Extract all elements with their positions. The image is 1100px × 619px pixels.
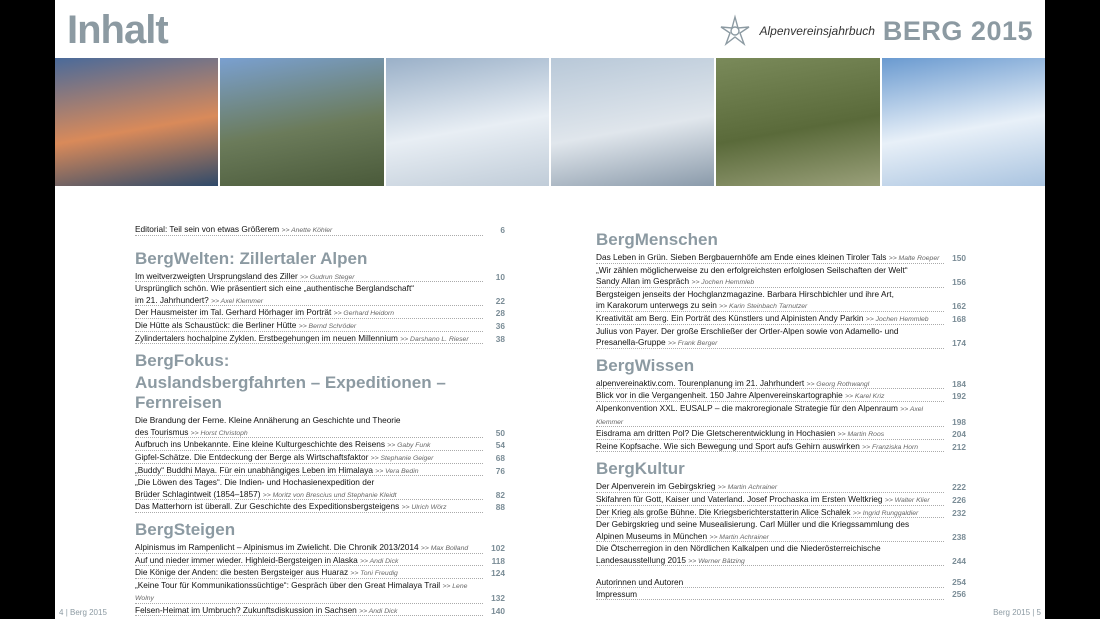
toc-entry	[135, 452, 505, 465]
entry-page: 36	[495, 320, 505, 331]
entry-author: >> Gaby Funk	[387, 442, 431, 450]
toc-entry	[135, 271, 505, 284]
dotted-leader	[596, 492, 944, 493]
entry-page: 88	[495, 502, 505, 513]
entry-author: >> Jochen Hemmleb	[865, 315, 929, 323]
toc-entry	[596, 313, 966, 326]
entry-page: 118	[491, 555, 505, 566]
entry-author: >> Axel Klemmer	[596, 405, 924, 426]
entry-title: alpenvereinaktiv.com. Tourenplanung im 21. Jahrhundert	[596, 377, 805, 388]
entry-page: 254	[952, 577, 966, 588]
entry-title: Die Könige der Anden: die besten Bergsteiger aus Huaraz	[135, 567, 349, 578]
entry-page: 244	[952, 555, 966, 566]
toc-entry	[135, 489, 505, 502]
dotted-leader	[135, 603, 483, 604]
toc-entry	[596, 494, 966, 507]
entry-author: >> Ulrich Wörz	[401, 504, 447, 512]
dotted-leader	[596, 263, 944, 264]
footer-left	[59, 608, 107, 617]
entry-page: 174	[952, 338, 966, 349]
toc-entry	[135, 501, 505, 514]
entry-page: 102	[491, 542, 505, 553]
dotted-leader	[596, 451, 944, 452]
entry-title: Kreativität am Berg. Ein Porträt des Künstlers und Alpinisten Andy Parkin	[596, 312, 864, 323]
photo-snow-peaks	[882, 58, 1045, 186]
entry-title: Reine Kopfsache. Wie sich Bewegung und Sport aufs Gehirn auswirken	[596, 440, 860, 451]
entry-page: 192	[952, 391, 966, 402]
entry-page: 256	[952, 589, 966, 600]
entry-author: >> Franziska Horn	[862, 443, 919, 451]
entry-page: 6	[500, 225, 505, 235]
entry-page: 204	[952, 429, 966, 440]
toc-entry	[596, 403, 966, 428]
entry-author: >> Lene Wolny	[135, 582, 468, 603]
entry-page: 22	[495, 295, 505, 306]
toc-entry	[596, 326, 966, 338]
entry-page: 168	[952, 313, 966, 324]
entry-title: Julius von Payer. Der große Erschließer der Ortler-Alpen sowie von Adamello- und	[596, 325, 899, 336]
section-title: BergWissen	[596, 355, 695, 375]
entry-title: Die Hütte als Schaustück: die Berliner Hütte	[135, 319, 297, 330]
dotted-leader	[596, 439, 944, 440]
dotted-leader	[596, 348, 944, 349]
toc-entry	[596, 555, 966, 568]
photo-strip	[55, 58, 1045, 186]
toc-left-column	[135, 224, 505, 617]
entry-author: >> Axel Klemmer	[211, 297, 263, 305]
entry-author: >> Werner Bätzing	[688, 557, 745, 565]
dotted-leader	[135, 318, 483, 319]
entry-page: 232	[952, 507, 966, 518]
entry-title: Landesausstellung 2015	[596, 554, 686, 565]
toc-entry	[135, 580, 505, 605]
entry-page: 82	[495, 489, 505, 500]
toc-entry	[596, 300, 966, 313]
brand-subtitle: Alpenvereinsjahrbuch	[759, 24, 875, 38]
entry-page: 28	[495, 308, 505, 319]
dotted-leader	[135, 475, 483, 476]
footer-left-label: | Berg 2015	[65, 608, 107, 617]
toc-entry	[596, 378, 966, 391]
entry-author: >> Frank Berger	[667, 340, 718, 348]
toc-entry	[135, 307, 505, 320]
dotted-leader	[135, 343, 483, 344]
photo-stone-hut-mountains	[220, 58, 383, 186]
entry-title: Skifahren für Gott, Kaiser und Vaterland. Josef Prochaska im Ersten Weltkrieg	[596, 493, 883, 504]
entry-page: 222	[952, 482, 966, 493]
toc-entry	[135, 555, 505, 568]
dotted-leader	[135, 565, 483, 566]
entry-page: 132	[491, 593, 505, 604]
dotted-leader	[596, 505, 944, 506]
book-spread	[55, 0, 1045, 619]
entry-author: >> Malte Roeper	[888, 255, 940, 262]
brand-header	[718, 14, 1033, 48]
entry-title: Alpinen Museums in München	[596, 530, 708, 541]
entry-title: Autorinnen und Autoren	[596, 577, 684, 588]
dotted-leader	[135, 331, 483, 332]
toc-entry	[596, 276, 966, 289]
section-title: BergMenschen	[596, 230, 718, 249]
entry-title: im 21. Jahrhundert?	[135, 294, 209, 305]
toc-entry	[596, 481, 966, 494]
edelweiss-icon	[718, 14, 752, 48]
dotted-leader	[135, 450, 483, 451]
entry-author: >> Stephanie Geiger	[370, 454, 434, 462]
entry-title: Das Matterhorn ist überall. Zur Geschichte des Expeditionsbergsteigens	[135, 501, 400, 512]
entry-author: >> Toni Freudig	[350, 570, 398, 578]
entry-title: Die Ötscherregion in den Nördlichen Kalkalpen und die Niederösterreichische	[596, 543, 881, 554]
dotted-leader	[596, 599, 944, 600]
page-title: Inhalt	[67, 8, 168, 52]
dotted-leader	[596, 426, 944, 427]
footer-right-label: Berg 2015 |	[993, 608, 1035, 617]
photo-yak-in-rain	[716, 58, 879, 186]
dotted-leader	[596, 324, 944, 325]
entry-title: Das Leben in Grün. Sieben Bergbauernhöfe am Ende eines kleinen Tiroler Tals	[596, 252, 887, 262]
entry-author: >> Karel Kriz	[845, 393, 885, 401]
entry-author: >> Karin Steinbach Tarnutzer	[719, 303, 808, 311]
entry-page: 10	[495, 271, 505, 282]
entry-page: 238	[952, 531, 966, 542]
entry-author: >> Georg Rothwangl	[806, 380, 870, 388]
entry-author: >> Gerhard Heidorn	[333, 310, 395, 318]
entry-author: >> Vera Bedin	[375, 467, 419, 475]
entry-page: 124	[491, 568, 505, 579]
dotted-leader	[135, 553, 483, 554]
dotted-leader	[135, 463, 483, 464]
entry-title: „Wir zählen möglicherweise zu den erfolgreichsten erfolglosen Seilschaften der Welt“	[596, 264, 908, 275]
toc-entry	[135, 605, 505, 618]
toc-entry	[135, 295, 505, 308]
entry-author: >> Darshano L. Rieser	[400, 335, 469, 343]
dotted-leader	[596, 401, 944, 402]
toc-entry	[135, 477, 505, 489]
entry-author: >> Horst Christoph	[190, 429, 248, 437]
toc-entry	[135, 465, 505, 478]
entry-page: 54	[495, 440, 505, 451]
section-title: Auslandsbergfahrten – Expeditionen – Fernreisen	[135, 373, 446, 413]
dotted-leader	[596, 311, 944, 312]
entry-title: Ursprünglich schön. Wie präsentiert sich eine „authentische Berglandschaft“	[135, 283, 415, 294]
entry-title: „Keine Tour für Kommunikationssüchtige“: Gespräch über den Great Himalaya Trail	[135, 579, 441, 590]
toc-entry	[596, 265, 966, 277]
entry-title: Alpinismus im Rampenlicht – Alpinismus im Zwielicht. Die Chronik 2013/2014	[135, 541, 419, 552]
entry-title: „Die Löwen des Tages“. Die Indien- und Hochasienexpedition der	[135, 477, 375, 488]
photo-glacier-research	[551, 58, 714, 186]
toc-entry	[596, 507, 966, 520]
toc-entry	[596, 337, 966, 350]
entry-title: „Buddy“ Buddhi Maya. Für ein unabhängiges Leben im Himalaya	[135, 464, 373, 475]
toc-entry	[596, 531, 966, 544]
photo-glacier-icefall	[386, 58, 549, 186]
entry-author: >> Martin Roos	[837, 431, 885, 439]
entry-title: Die Brandung der Ferne. Kleine Annäherung an Geschichte und Theorie	[135, 415, 401, 426]
entry-page: 150	[952, 253, 966, 263]
entry-title: Presanella-Gruppe	[596, 337, 666, 348]
entry-page: 212	[952, 441, 966, 452]
toc-entry	[135, 542, 505, 555]
entry-title: Gipfel-Schätze. Die Entdeckung der Berge als Wirtschaftsfaktor	[135, 451, 369, 462]
entry-author: >> Max Bolland	[420, 544, 469, 552]
entry-title: Editorial: Teil sein von etwas Größerem	[135, 224, 280, 234]
entry-author: >> Jochen Hemmleb	[691, 279, 755, 287]
section-title: BergWelten: Zillertaler Alpen	[135, 248, 368, 268]
toc-entry	[135, 415, 505, 427]
entry-page: 140	[491, 605, 505, 616]
entry-title: Blick vor in die Vergangenheit. 150 Jahre Alpenvereinskartographie	[596, 390, 843, 401]
entry-title: Eisdrama am dritten Pol? Die Gletscherentwicklung in Hochasien	[596, 428, 836, 439]
dotted-leader	[596, 287, 944, 288]
toc-entry	[596, 390, 966, 403]
dotted-leader	[596, 517, 944, 518]
entry-author: >> Andi Dick	[359, 607, 398, 615]
entry-page: 50	[495, 427, 505, 438]
entry-title: Alpenkonvention XXL. EUSALP – die makroregionale Strategie für den Alpenraum	[596, 402, 898, 413]
dotted-leader	[596, 587, 944, 588]
entry-author: >> Martin Achrainer	[709, 533, 769, 541]
entry-title: des Tourismus	[135, 426, 189, 437]
toc-entry	[135, 427, 505, 440]
entry-page: 76	[495, 465, 505, 476]
entry-page: 162	[952, 301, 966, 312]
entry-page: 226	[952, 494, 966, 505]
entry-title: Der Alpenverein im Gebirgskrieg	[596, 481, 716, 492]
entry-author: >> Andi Dick	[360, 557, 399, 565]
entry-title: im Karakorum unterwegs zu sein	[596, 300, 717, 311]
entry-title: Im weitverzweigten Ursprungsland des Ziller	[135, 270, 298, 281]
toc-entry	[596, 519, 966, 531]
entry-author: >> Martin Achrainer	[717, 484, 778, 492]
entry-author: >> Ingrid Runggaldier	[852, 509, 919, 517]
entry-author: >> Gudrun Steger	[300, 273, 355, 281]
toc-entry	[596, 428, 966, 441]
toc-entry	[135, 320, 505, 333]
toc-entry	[596, 289, 966, 301]
toc-right-column	[596, 224, 966, 601]
toc-entry	[135, 333, 505, 346]
entry-title: Der Krieg als große Bühne. Die Kriegsberichterstatterin Alice Schalek	[596, 506, 851, 517]
footer-left-page: 4	[59, 608, 64, 617]
footer-right	[993, 608, 1041, 617]
entry-title: Felsen-Heimat im Umbruch? Zukunftsdiskussion in Sachsen	[135, 604, 357, 615]
entry-page: 156	[952, 277, 966, 288]
toc-entry	[135, 439, 505, 452]
entry-title: Bergsteigen jenseits der Hochglanzmagazine. Barbara Hirschbichler und ihre Art,	[596, 288, 894, 299]
entry-author: >> Moritz von Brescius und Stephanie Kleidt	[262, 491, 397, 499]
toc-entry	[135, 567, 505, 580]
entry-page: 198	[952, 416, 966, 427]
entry-title: Impressum	[596, 589, 638, 600]
dotted-leader	[135, 578, 483, 579]
entry-page: 68	[495, 452, 505, 463]
section-title: BergFokus:	[135, 351, 230, 371]
entry-title: Aufbruch ins Unbekannte. Eine kleine Kulturgeschichte des Reisens	[135, 439, 385, 450]
toc-entry	[596, 543, 966, 555]
toc-entry	[135, 224, 505, 237]
entry-title: Brüder Schlagintweit (1854–1857)	[135, 488, 261, 499]
section-title: BergKultur	[596, 459, 685, 479]
entry-title: Auf und nieder immer wieder. Highleid-Bergsteigen in Alaska	[135, 554, 358, 565]
entry-page: 184	[952, 378, 966, 389]
entry-title: Zylindertalers hochalpine Zyklen. Erstbegehungen im neuen Millennium	[135, 332, 398, 343]
entry-title: Der Gebirgskrieg und seine Musealisierung. Carl Müller und die Kriegssammlung des	[596, 519, 910, 530]
toc-entry	[596, 441, 966, 454]
entry-author: >> Bernd Schröder	[298, 322, 357, 330]
toc-entry	[596, 577, 966, 589]
entry-page: 38	[495, 333, 505, 344]
dotted-leader	[135, 235, 483, 236]
entry-author: >> Anette Köhler	[281, 227, 333, 234]
toc-entry	[135, 283, 505, 295]
section-title: BergSteigen	[135, 519, 236, 539]
entry-title: Sandy Allan im Gespräch	[596, 276, 690, 287]
dotted-leader	[596, 565, 944, 566]
toc-entry	[596, 589, 966, 601]
footer-right-page: 5	[1036, 608, 1041, 617]
photo-alpine-lake-sunrise	[55, 58, 218, 186]
dotted-leader	[135, 615, 483, 616]
entry-author: >> Walter Klier	[884, 496, 930, 504]
brand-name: BERG 2015	[882, 15, 1033, 46]
entry-title: Der Hausmeister im Tal. Gerhard Hörhager im Porträt	[135, 307, 332, 318]
toc-entry	[596, 252, 966, 265]
dotted-leader	[135, 512, 483, 513]
